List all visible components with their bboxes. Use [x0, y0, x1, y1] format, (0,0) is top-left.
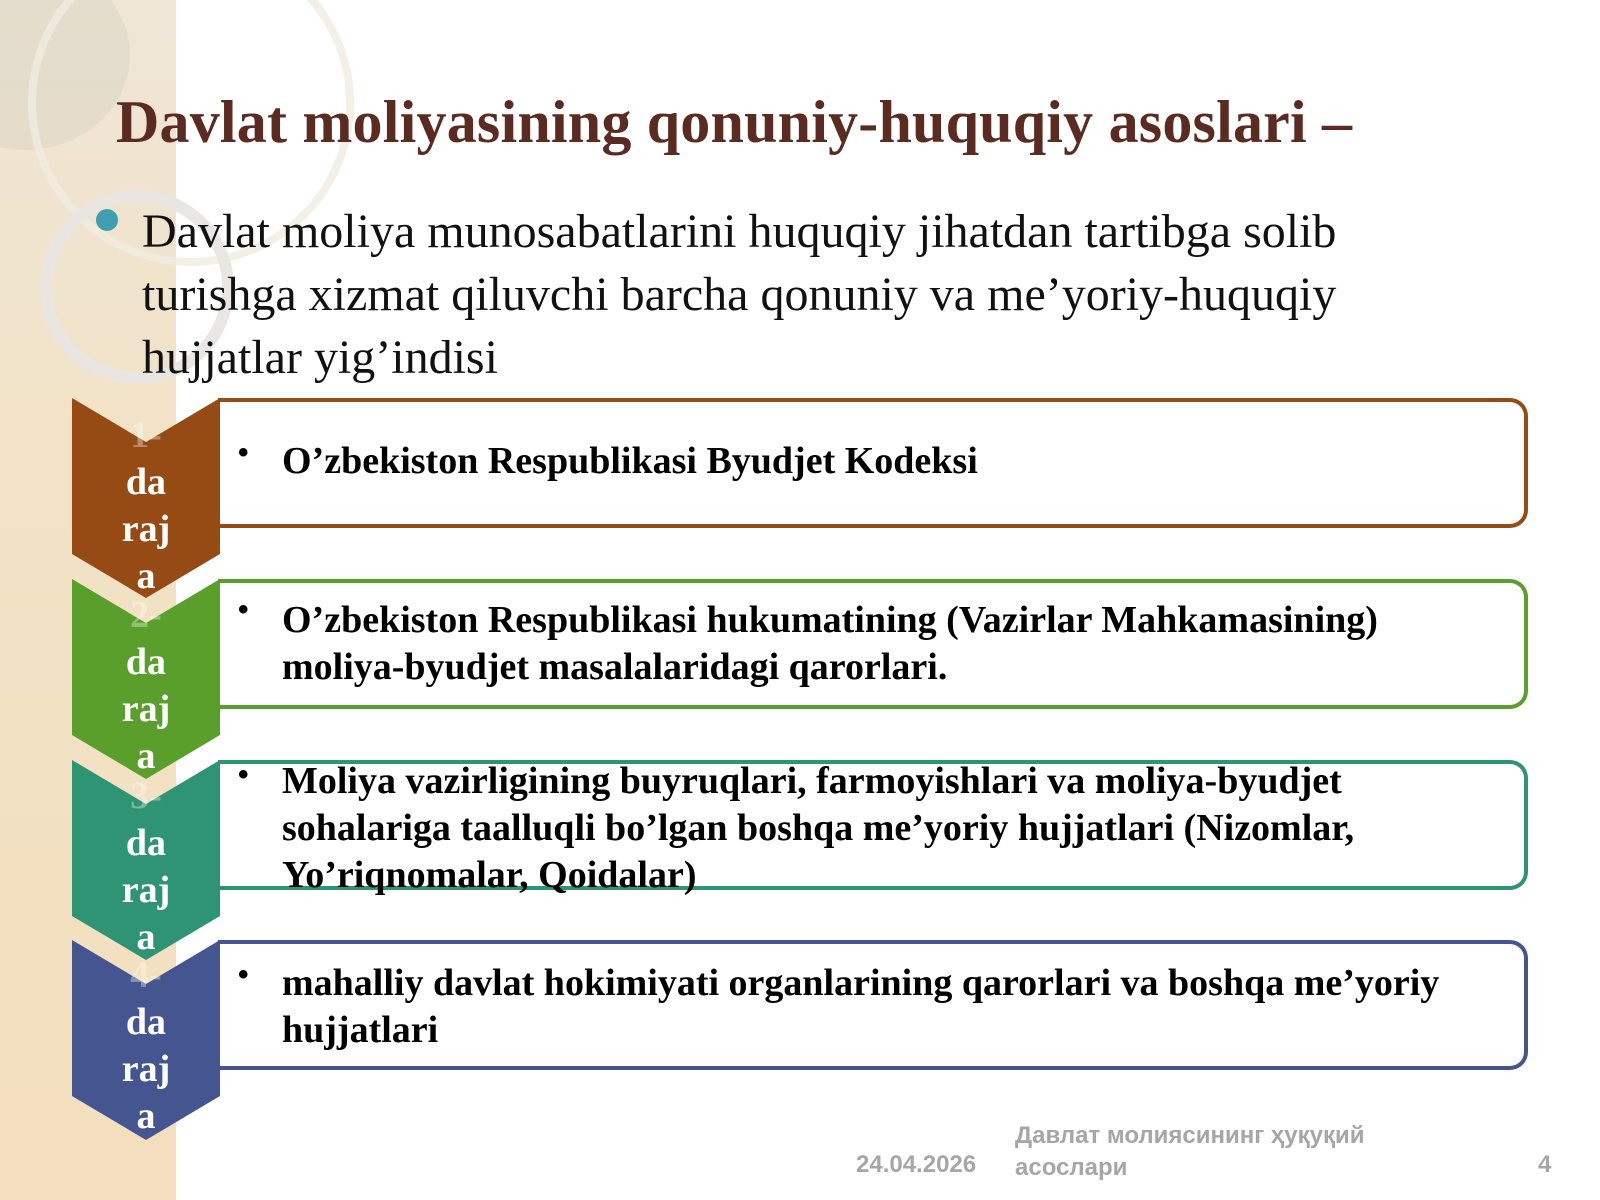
level-text-1: O’zbekiston Respublikasi Byudjet Kodeksi	[282, 440, 978, 482]
footer-page-number: 4	[1538, 1151, 1552, 1178]
level-box-3	[218, 758, 1528, 896]
level-bullet-4: •	[238, 958, 249, 991]
level-bullet-1: •	[238, 436, 249, 469]
bullet-dot-icon	[96, 209, 118, 231]
level-text-3: Moliya vazirligining buyruqlari, farmoyishlari va moliya-byudjet sohalariga taalluqli bo’lgan boshqa me’yoriy hujjatlari (Nizomlar, Yo’riqnomalar, Qoidalar)	[282, 760, 1355, 896]
level-label-3: 3- da raj a	[121, 775, 171, 958]
level-label-2: 2- da raj a	[121, 594, 171, 777]
level-text-2: O’zbekiston Respublikasi hukumatining (Vazirlar Mahkamasining) moliya-byudjet masalalaridagi qarorlari.	[282, 599, 1378, 688]
slide-title: Davlat moliyasining qonuniy-huquqiy asoslari –	[116, 89, 1353, 155]
footer-title: Давлат молиясининг ҳуқуқий асослари	[1015, 1122, 1365, 1181]
level-bullet-3: •	[238, 758, 249, 791]
level-text-4: mahalliy davlat hokimiyati organlarining qarorlari va boshqa me’yoriy hujjatlari	[282, 962, 1440, 1051]
level-box-2	[218, 579, 1528, 709]
level-box-1	[218, 398, 1528, 528]
level-label-1: 1- da raj a	[121, 414, 171, 597]
level-label-4: 4- da raj a	[121, 954, 171, 1137]
intro-text: Davlat moliya munosabatlarini huquqiy jihatdan tartibga solib turishga xizmat qiluvchi barcha qonuniy va me’yoriy-huquqiy hujjatlar yig’indisi	[142, 205, 1337, 384]
level-box-4	[218, 940, 1528, 1070]
level-bullet-2: •	[238, 593, 249, 626]
footer-date: 24.04.2026	[856, 1151, 977, 1178]
